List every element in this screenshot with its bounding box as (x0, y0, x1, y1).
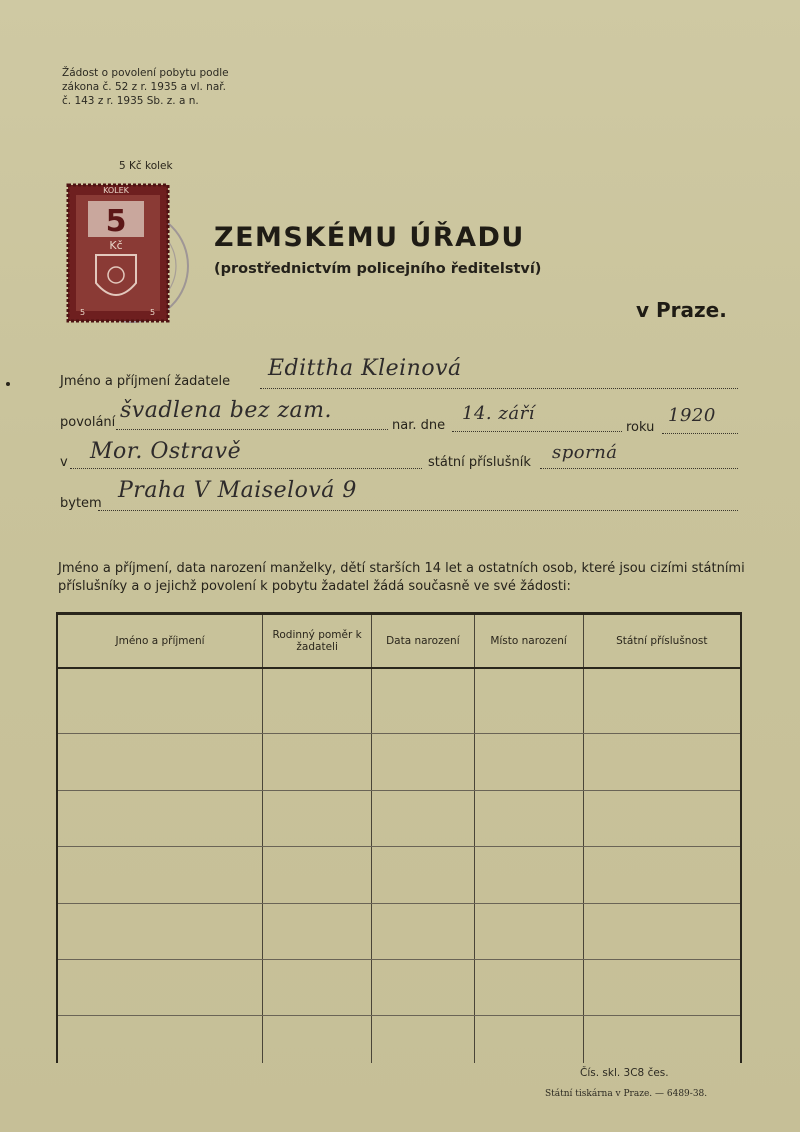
name-field[interactable]: Edittha Kleinová (268, 356, 462, 381)
place-field[interactable]: Mor. Ostravě (90, 439, 242, 464)
table-cell[interactable] (583, 960, 740, 1016)
svg-text:5: 5 (150, 308, 156, 317)
page-title: ZEMSKÉMU ÚŘADU (214, 222, 525, 253)
stamp-top-text: KOLEK (103, 186, 129, 195)
family-members-table (56, 612, 742, 1063)
name-label: Jméno a příjmení žadatele (60, 374, 231, 389)
table-row (58, 960, 740, 1016)
legal-line: Žádost o povolení pobytu podle (62, 67, 229, 79)
table-cell[interactable] (372, 668, 474, 734)
column-header: Státní příslušnost (583, 615, 740, 668)
table-row (58, 903, 740, 959)
citizenship-line (540, 468, 738, 469)
table-cell[interactable] (583, 903, 740, 959)
table-cell[interactable] (263, 903, 372, 959)
table-row (58, 847, 740, 903)
table-cell[interactable] (474, 960, 583, 1016)
table-cell[interactable] (58, 790, 263, 846)
occupation-field[interactable]: švadlena bez zam. (120, 398, 332, 423)
table-cell[interactable] (58, 960, 263, 1016)
table-cell[interactable] (583, 1016, 740, 1063)
table-row (58, 668, 740, 734)
table-cell[interactable] (372, 734, 474, 790)
table-cell[interactable] (58, 903, 263, 959)
svg-text:5: 5 (80, 308, 86, 317)
table-cell[interactable] (263, 668, 372, 734)
table-row (58, 1016, 740, 1063)
city-label: v Praze. (636, 298, 727, 322)
kolek-label: 5 Kč kolek (119, 160, 173, 172)
place-line (70, 468, 422, 469)
table-cell[interactable] (58, 734, 263, 790)
table-cell[interactable] (58, 668, 263, 734)
occupation-label: povolání (60, 415, 116, 430)
table-cell[interactable] (58, 847, 263, 903)
table-row (58, 734, 740, 790)
table-cell[interactable] (474, 847, 583, 903)
table-cell[interactable] (372, 790, 474, 846)
place-label: v (60, 455, 68, 470)
table-cell[interactable] (58, 1016, 263, 1063)
year-label: roku (626, 420, 655, 435)
year-line (662, 433, 738, 434)
table-cell[interactable] (263, 847, 372, 903)
column-header: Místo narození (474, 615, 583, 668)
page-subtitle: (prostřednictvím policejního ředitelství) (214, 261, 542, 277)
table-cell[interactable] (474, 668, 583, 734)
name-line (260, 388, 738, 389)
occupation-line (116, 429, 388, 430)
table-cell[interactable] (583, 790, 740, 846)
table-cell[interactable] (372, 1016, 474, 1063)
column-header: Data narození (372, 615, 474, 668)
revenue-stamp-icon (66, 183, 170, 323)
table-cell[interactable] (263, 1016, 372, 1063)
table-cell[interactable] (474, 790, 583, 846)
table-cell[interactable] (474, 903, 583, 959)
citizenship-field[interactable]: sporná (552, 442, 618, 463)
table-cell[interactable] (372, 960, 474, 1016)
legal-line: č. 143 z r. 1935 Sb. z. a n. (62, 95, 199, 107)
residence-line (98, 510, 738, 511)
table-cell[interactable] (372, 903, 474, 959)
printer-imprint: Státní tiskárna v Praze. — 6489-38. (545, 1089, 708, 1099)
table-cell[interactable] (583, 668, 740, 734)
table-cell[interactable] (263, 790, 372, 846)
residence-label: bytem (60, 496, 102, 511)
table-cell[interactable] (263, 734, 372, 790)
table-cell[interactable] (263, 960, 372, 1016)
legal-line: zákona č. 52 z r. 1935 a vl. nař. (62, 81, 226, 93)
born-line (452, 431, 622, 432)
citizenship-label: státní příslušník (428, 455, 531, 470)
column-header: Rodinný poměr k žadateli (263, 615, 372, 668)
margin-mark (6, 382, 10, 386)
stamp-value: 5 (105, 204, 127, 239)
born-label: nar. dne (392, 418, 446, 433)
table-cell[interactable] (583, 734, 740, 790)
table-cell[interactable] (372, 847, 474, 903)
column-header: Jméno a příjmení (58, 615, 263, 668)
stamp-currency: Kč (109, 239, 123, 252)
table-cell[interactable] (474, 734, 583, 790)
table-row (58, 790, 740, 846)
year-field[interactable]: 1920 (668, 405, 716, 426)
instructions-paragraph: Jméno a příjmení, data narození manželky, dětí starších 14 let a ostatních osob, které jsou cizími státními příslušníky a o jejichž povolení k pobytu žadatel žádá současně ve své žádosti: (58, 561, 745, 594)
table-cell[interactable] (583, 847, 740, 903)
form-number: Čís. skl. 3C8 čes. (580, 1067, 669, 1079)
residence-field[interactable]: Praha V Maiselová 9 (118, 478, 357, 503)
legal-reference (62, 66, 262, 108)
table-cell[interactable] (474, 1016, 583, 1063)
born-field[interactable]: 14. září (462, 403, 535, 424)
